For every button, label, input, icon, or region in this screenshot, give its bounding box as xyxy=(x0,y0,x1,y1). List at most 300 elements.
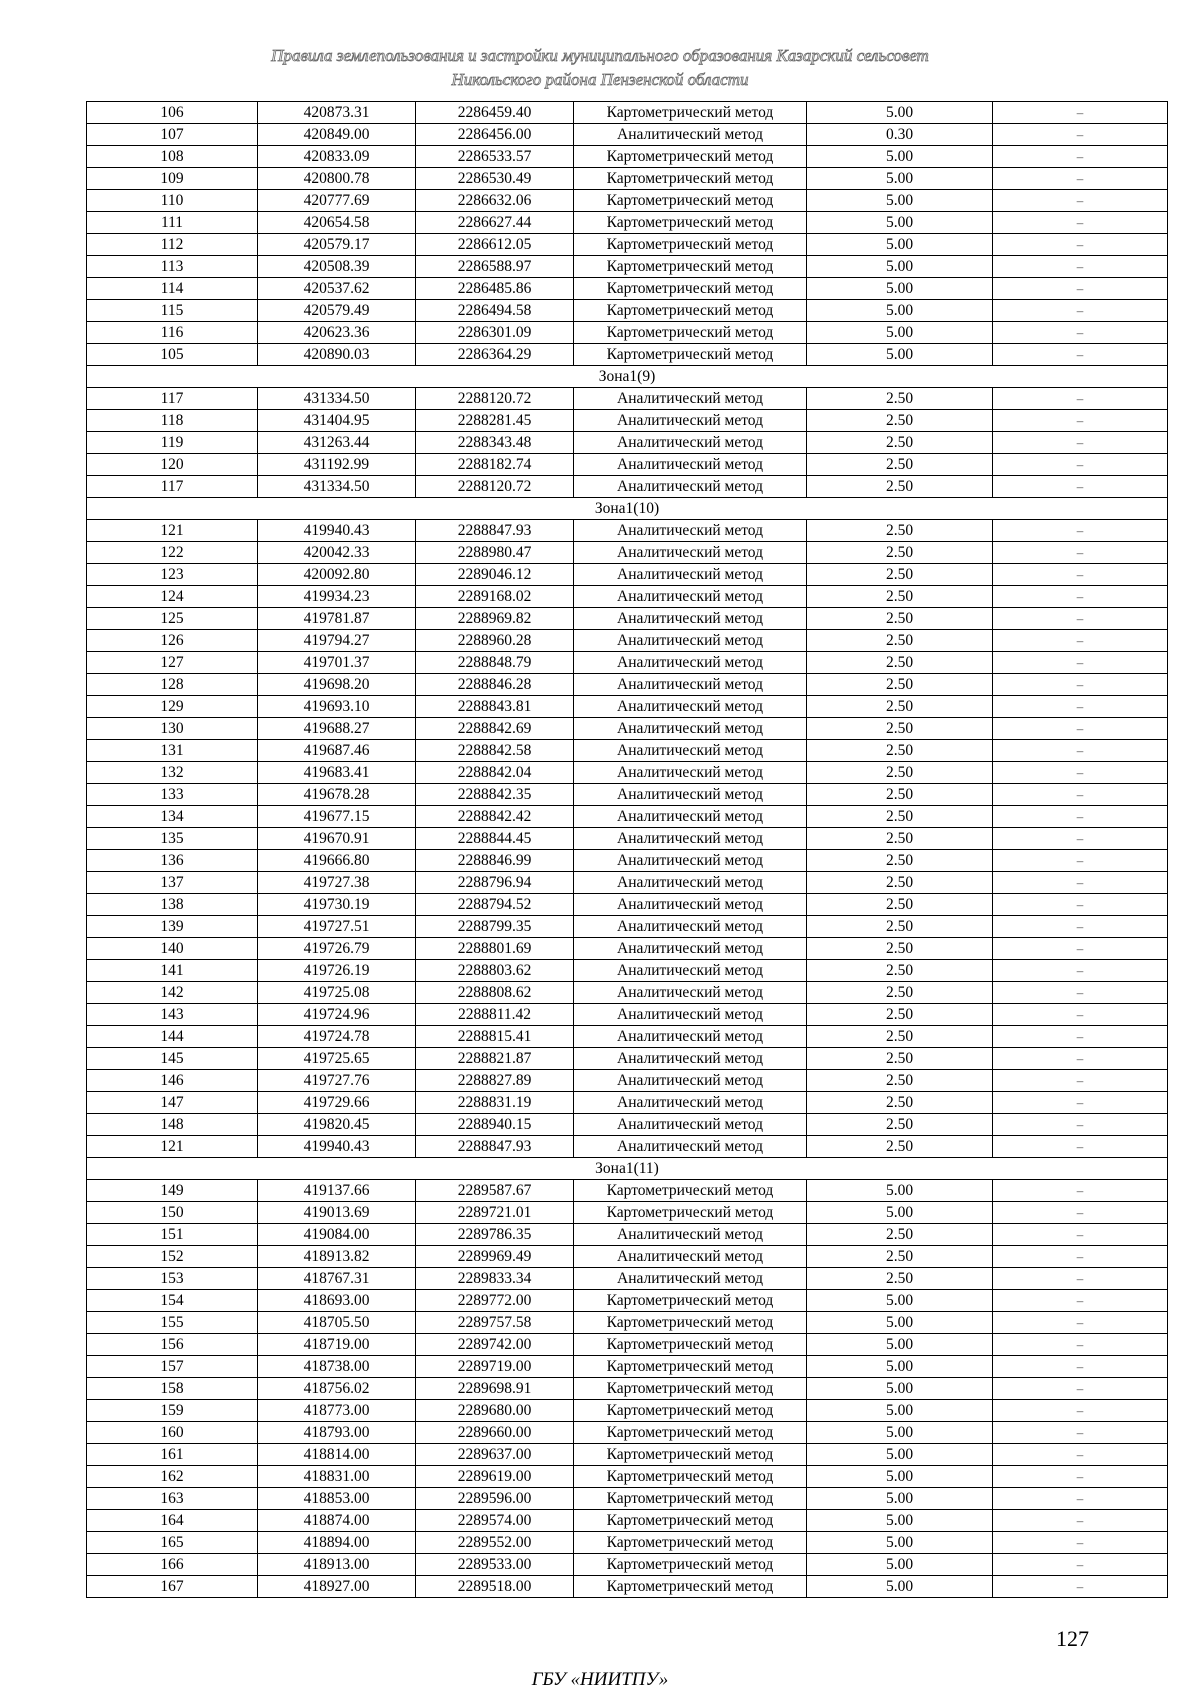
note-cell: – xyxy=(993,432,1168,454)
y-coordinate-cell: 2286627.44 xyxy=(416,212,574,234)
point-number-cell: 152 xyxy=(87,1246,258,1268)
note-cell: – xyxy=(993,542,1168,564)
method-cell: Аналитический метод xyxy=(574,784,807,806)
y-coordinate-cell: 2286485.86 xyxy=(416,278,574,300)
method-cell: Аналитический метод xyxy=(574,520,807,542)
accuracy-cell: 2.50 xyxy=(807,630,993,652)
method-cell: Аналитический метод xyxy=(574,410,807,432)
y-coordinate-cell: 2288808.62 xyxy=(416,982,574,1004)
point-number-cell: 121 xyxy=(87,520,258,542)
table-row xyxy=(87,1422,1168,1444)
note-cell: – xyxy=(993,1026,1168,1048)
method-cell: Картометрический метод xyxy=(574,1444,807,1466)
x-coordinate-cell: 418913.00 xyxy=(258,1554,416,1576)
point-number-cell: 115 xyxy=(87,300,258,322)
y-coordinate-cell: 2288815.41 xyxy=(416,1026,574,1048)
x-coordinate-cell: 431334.50 xyxy=(258,476,416,498)
accuracy-cell: 2.50 xyxy=(807,410,993,432)
y-coordinate-cell: 2288343.48 xyxy=(416,432,574,454)
x-coordinate-cell: 418793.00 xyxy=(258,1422,416,1444)
y-coordinate-cell: 2286588.97 xyxy=(416,256,574,278)
method-cell: Картометрический метод xyxy=(574,1378,807,1400)
x-coordinate-cell: 419724.96 xyxy=(258,1004,416,1026)
point-number-cell: 134 xyxy=(87,806,258,828)
zone-header-row xyxy=(87,366,1168,388)
table-row xyxy=(87,1136,1168,1158)
point-number-cell: 155 xyxy=(87,1312,258,1334)
accuracy-cell: 2.50 xyxy=(807,542,993,564)
x-coordinate-cell: 418814.00 xyxy=(258,1444,416,1466)
table-row xyxy=(87,894,1168,916)
note-cell: – xyxy=(993,476,1168,498)
table-row xyxy=(87,1202,1168,1224)
method-cell: Аналитический метод xyxy=(574,1136,807,1158)
accuracy-cell: 5.00 xyxy=(807,1400,993,1422)
zone-label: Зона1(9) xyxy=(87,366,1168,388)
method-cell: Аналитический метод xyxy=(574,542,807,564)
method-cell: Картометрический метод xyxy=(574,1334,807,1356)
x-coordinate-cell: 420623.36 xyxy=(258,322,416,344)
table-row xyxy=(87,784,1168,806)
note-cell: – xyxy=(993,916,1168,938)
point-number-cell: 136 xyxy=(87,850,258,872)
point-number-cell: 123 xyxy=(87,564,258,586)
y-coordinate-cell: 2289833.34 xyxy=(416,1268,574,1290)
x-coordinate-cell: 420849.00 xyxy=(258,124,416,146)
accuracy-cell: 5.00 xyxy=(807,1466,993,1488)
point-number-cell: 162 xyxy=(87,1466,258,1488)
y-coordinate-cell: 2288848.79 xyxy=(416,652,574,674)
note-cell: – xyxy=(993,1510,1168,1532)
method-cell: Картометрический метод xyxy=(574,1576,807,1598)
point-number-cell: 142 xyxy=(87,982,258,1004)
x-coordinate-cell: 419727.38 xyxy=(258,872,416,894)
method-cell: Аналитический метод xyxy=(574,718,807,740)
note-cell: – xyxy=(993,1290,1168,1312)
y-coordinate-cell: 2289680.00 xyxy=(416,1400,574,1422)
method-cell: Аналитический метод xyxy=(574,652,807,674)
x-coordinate-cell: 418767.31 xyxy=(258,1268,416,1290)
y-coordinate-cell: 2288803.62 xyxy=(416,960,574,982)
table-row xyxy=(87,1576,1168,1598)
y-coordinate-cell: 2289772.00 xyxy=(416,1290,574,1312)
note-cell: – xyxy=(993,1532,1168,1554)
y-coordinate-cell: 2288940.15 xyxy=(416,1114,574,1136)
note-cell: – xyxy=(993,674,1168,696)
y-coordinate-cell: 2288842.35 xyxy=(416,784,574,806)
x-coordinate-cell: 420042.33 xyxy=(258,542,416,564)
accuracy-cell: 2.50 xyxy=(807,894,993,916)
x-coordinate-cell: 418693.00 xyxy=(258,1290,416,1312)
accuracy-cell: 2.50 xyxy=(807,1268,993,1290)
x-coordinate-cell: 420777.69 xyxy=(258,190,416,212)
note-cell: – xyxy=(993,652,1168,674)
accuracy-cell: 2.50 xyxy=(807,784,993,806)
x-coordinate-cell: 420873.31 xyxy=(258,102,416,124)
note-cell: – xyxy=(993,168,1168,190)
method-cell: Аналитический метод xyxy=(574,982,807,1004)
table-row xyxy=(87,476,1168,498)
point-number-cell: 166 xyxy=(87,1554,258,1576)
x-coordinate-cell: 419725.65 xyxy=(258,1048,416,1070)
accuracy-cell: 5.00 xyxy=(807,102,993,124)
table-row xyxy=(87,806,1168,828)
point-number-cell: 132 xyxy=(87,762,258,784)
method-cell: Аналитический метод xyxy=(574,806,807,828)
note-cell: – xyxy=(993,1312,1168,1334)
x-coordinate-cell: 418853.00 xyxy=(258,1488,416,1510)
y-coordinate-cell: 2289969.49 xyxy=(416,1246,574,1268)
point-number-cell: 131 xyxy=(87,740,258,762)
note-cell: – xyxy=(993,234,1168,256)
y-coordinate-cell: 2289698.91 xyxy=(416,1378,574,1400)
accuracy-cell: 2.50 xyxy=(807,564,993,586)
note-cell: – xyxy=(993,1576,1168,1598)
x-coordinate-cell: 419688.27 xyxy=(258,718,416,740)
method-cell: Картометрический метод xyxy=(574,278,807,300)
table-row xyxy=(87,718,1168,740)
method-cell: Аналитический метод xyxy=(574,740,807,762)
accuracy-cell: 2.50 xyxy=(807,1026,993,1048)
point-number-cell: 125 xyxy=(87,608,258,630)
note-cell: – xyxy=(993,1180,1168,1202)
accuracy-cell: 2.50 xyxy=(807,1092,993,1114)
method-cell: Аналитический метод xyxy=(574,828,807,850)
point-number-cell: 117 xyxy=(87,476,258,498)
y-coordinate-cell: 2288842.04 xyxy=(416,762,574,784)
note-cell: – xyxy=(993,630,1168,652)
y-coordinate-cell: 2288799.35 xyxy=(416,916,574,938)
note-cell: – xyxy=(993,388,1168,410)
point-number-cell: 135 xyxy=(87,828,258,850)
note-cell: – xyxy=(993,1224,1168,1246)
y-coordinate-cell: 2288831.19 xyxy=(416,1092,574,1114)
y-coordinate-cell: 2288182.74 xyxy=(416,454,574,476)
note-cell: – xyxy=(993,1444,1168,1466)
method-cell: Аналитический метод xyxy=(574,586,807,608)
accuracy-cell: 2.50 xyxy=(807,982,993,1004)
accuracy-cell: 2.50 xyxy=(807,850,993,872)
table-row xyxy=(87,1400,1168,1422)
y-coordinate-cell: 2288801.69 xyxy=(416,938,574,960)
accuracy-cell: 5.00 xyxy=(807,1290,993,1312)
y-coordinate-cell: 2288960.28 xyxy=(416,630,574,652)
table-row xyxy=(87,740,1168,762)
accuracy-cell: 5.00 xyxy=(807,1554,993,1576)
accuracy-cell: 5.00 xyxy=(807,1202,993,1224)
method-cell: Картометрический метод xyxy=(574,300,807,322)
note-cell: – xyxy=(993,1048,1168,1070)
method-cell: Аналитический метод xyxy=(574,938,807,960)
table-row xyxy=(87,828,1168,850)
accuracy-cell: 5.00 xyxy=(807,1334,993,1356)
point-number-cell: 156 xyxy=(87,1334,258,1356)
note-cell: – xyxy=(993,762,1168,784)
method-cell: Аналитический метод xyxy=(574,696,807,718)
header-line-1: Правила землепользования и застройки муниципального образования Казарский сельсовет xyxy=(271,46,929,65)
method-cell: Аналитический метод xyxy=(574,432,807,454)
y-coordinate-cell: 2288821.87 xyxy=(416,1048,574,1070)
page-footer: ГБУ «НИИТПУ» xyxy=(531,1669,669,1690)
y-coordinate-cell: 2288796.94 xyxy=(416,872,574,894)
point-number-cell: 158 xyxy=(87,1378,258,1400)
table-row xyxy=(87,1290,1168,1312)
table-row xyxy=(87,278,1168,300)
method-cell: Картометрический метод xyxy=(574,1202,807,1224)
accuracy-cell: 5.00 xyxy=(807,1312,993,1334)
x-coordinate-cell: 419820.45 xyxy=(258,1114,416,1136)
x-coordinate-cell: 420092.80 xyxy=(258,564,416,586)
note-cell: – xyxy=(993,146,1168,168)
accuracy-cell: 5.00 xyxy=(807,300,993,322)
note-cell: – xyxy=(993,1202,1168,1224)
table-row xyxy=(87,1510,1168,1532)
accuracy-cell: 2.50 xyxy=(807,674,993,696)
x-coordinate-cell: 418913.82 xyxy=(258,1246,416,1268)
point-number-cell: 111 xyxy=(87,212,258,234)
x-coordinate-cell: 418705.50 xyxy=(258,1312,416,1334)
point-number-cell: 110 xyxy=(87,190,258,212)
table-row xyxy=(87,124,1168,146)
point-number-cell: 157 xyxy=(87,1356,258,1378)
point-number-cell: 129 xyxy=(87,696,258,718)
note-cell: – xyxy=(993,1070,1168,1092)
zone-header-row xyxy=(87,498,1168,520)
table-row xyxy=(87,1224,1168,1246)
note-cell: – xyxy=(993,344,1168,366)
table-row xyxy=(87,520,1168,542)
y-coordinate-cell: 2286456.00 xyxy=(416,124,574,146)
y-coordinate-cell: 2288120.72 xyxy=(416,476,574,498)
x-coordinate-cell: 431404.95 xyxy=(258,410,416,432)
x-coordinate-cell: 420800.78 xyxy=(258,168,416,190)
method-cell: Картометрический метод xyxy=(574,212,807,234)
point-number-cell: 117 xyxy=(87,388,258,410)
x-coordinate-cell: 418738.00 xyxy=(258,1356,416,1378)
point-number-cell: 151 xyxy=(87,1224,258,1246)
x-coordinate-cell: 418773.00 xyxy=(258,1400,416,1422)
point-number-cell: 122 xyxy=(87,542,258,564)
y-coordinate-cell: 2289757.58 xyxy=(416,1312,574,1334)
accuracy-cell: 2.50 xyxy=(807,520,993,542)
accuracy-cell: 5.00 xyxy=(807,212,993,234)
method-cell: Аналитический метод xyxy=(574,630,807,652)
accuracy-cell: 2.50 xyxy=(807,1246,993,1268)
table-row xyxy=(87,212,1168,234)
accuracy-cell: 0.30 xyxy=(807,124,993,146)
method-cell: Аналитический метод xyxy=(574,916,807,938)
accuracy-cell: 2.50 xyxy=(807,432,993,454)
x-coordinate-cell: 419781.87 xyxy=(258,608,416,630)
note-cell: – xyxy=(993,102,1168,124)
accuracy-cell: 2.50 xyxy=(807,454,993,476)
note-cell: – xyxy=(993,784,1168,806)
method-cell: Картометрический метод xyxy=(574,256,807,278)
note-cell: – xyxy=(993,1136,1168,1158)
table-row xyxy=(87,608,1168,630)
method-cell: Картометрический метод xyxy=(574,1422,807,1444)
method-cell: Картометрический метод xyxy=(574,190,807,212)
point-number-cell: 148 xyxy=(87,1114,258,1136)
note-cell: – xyxy=(993,564,1168,586)
y-coordinate-cell: 2288842.69 xyxy=(416,718,574,740)
table-row xyxy=(87,1334,1168,1356)
point-number-cell: 109 xyxy=(87,168,258,190)
note-cell: – xyxy=(993,1092,1168,1114)
x-coordinate-cell: 431192.99 xyxy=(258,454,416,476)
method-cell: Картометрический метод xyxy=(574,344,807,366)
method-cell: Аналитический метод xyxy=(574,894,807,916)
point-number-cell: 140 xyxy=(87,938,258,960)
point-number-cell: 144 xyxy=(87,1026,258,1048)
point-number-cell: 116 xyxy=(87,322,258,344)
accuracy-cell: 2.50 xyxy=(807,762,993,784)
x-coordinate-cell: 419683.41 xyxy=(258,762,416,784)
method-cell: Аналитический метод xyxy=(574,124,807,146)
point-number-cell: 163 xyxy=(87,1488,258,1510)
accuracy-cell: 5.00 xyxy=(807,1356,993,1378)
method-cell: Аналитический метод xyxy=(574,850,807,872)
method-cell: Картометрический метод xyxy=(574,1290,807,1312)
accuracy-cell: 5.00 xyxy=(807,322,993,344)
table-row xyxy=(87,1114,1168,1136)
accuracy-cell: 5.00 xyxy=(807,1180,993,1202)
y-coordinate-cell: 2288846.28 xyxy=(416,674,574,696)
point-number-cell: 137 xyxy=(87,872,258,894)
note-cell: – xyxy=(993,1246,1168,1268)
method-cell: Аналитический метод xyxy=(574,608,807,630)
x-coordinate-cell: 419137.66 xyxy=(258,1180,416,1202)
note-cell: – xyxy=(993,938,1168,960)
point-number-cell: 107 xyxy=(87,124,258,146)
y-coordinate-cell: 2288844.45 xyxy=(416,828,574,850)
table-row xyxy=(87,1532,1168,1554)
table-row xyxy=(87,410,1168,432)
point-number-cell: 120 xyxy=(87,454,258,476)
note-cell: – xyxy=(993,740,1168,762)
method-cell: Аналитический метод xyxy=(574,388,807,410)
method-cell: Картометрический метод xyxy=(574,168,807,190)
point-number-cell: 124 xyxy=(87,586,258,608)
table-row xyxy=(87,1444,1168,1466)
point-number-cell: 106 xyxy=(87,102,258,124)
note-cell: – xyxy=(993,124,1168,146)
method-cell: Картометрический метод xyxy=(574,1532,807,1554)
table-row xyxy=(87,300,1168,322)
note-cell: – xyxy=(993,212,1168,234)
table-row xyxy=(87,564,1168,586)
note-cell: – xyxy=(993,1114,1168,1136)
method-cell: Аналитический метод xyxy=(574,960,807,982)
table-row xyxy=(87,542,1168,564)
x-coordinate-cell: 420508.39 xyxy=(258,256,416,278)
y-coordinate-cell: 2286459.40 xyxy=(416,102,574,124)
x-coordinate-cell: 419727.51 xyxy=(258,916,416,938)
x-coordinate-cell: 418831.00 xyxy=(258,1466,416,1488)
point-number-cell: 147 xyxy=(87,1092,258,1114)
x-coordinate-cell: 418874.00 xyxy=(258,1510,416,1532)
x-coordinate-cell: 419013.69 xyxy=(258,1202,416,1224)
x-coordinate-cell: 420537.62 xyxy=(258,278,416,300)
table-row xyxy=(87,432,1168,454)
table-row xyxy=(87,960,1168,982)
x-coordinate-cell: 418927.00 xyxy=(258,1576,416,1598)
zone-label: Зона1(10) xyxy=(87,498,1168,520)
x-coordinate-cell: 420579.17 xyxy=(258,234,416,256)
note-cell: – xyxy=(993,828,1168,850)
point-number-cell: 165 xyxy=(87,1532,258,1554)
point-number-cell: 119 xyxy=(87,432,258,454)
x-coordinate-cell: 420833.09 xyxy=(258,146,416,168)
x-coordinate-cell: 419698.20 xyxy=(258,674,416,696)
y-coordinate-cell: 2289168.02 xyxy=(416,586,574,608)
table-row xyxy=(87,190,1168,212)
accuracy-cell: 2.50 xyxy=(807,388,993,410)
note-cell: – xyxy=(993,300,1168,322)
accuracy-cell: 2.50 xyxy=(807,1114,993,1136)
y-coordinate-cell: 2288281.45 xyxy=(416,410,574,432)
y-coordinate-cell: 2289574.00 xyxy=(416,1510,574,1532)
table-row xyxy=(87,146,1168,168)
y-coordinate-cell: 2289552.00 xyxy=(416,1532,574,1554)
note-cell: – xyxy=(993,1334,1168,1356)
x-coordinate-cell: 419693.10 xyxy=(258,696,416,718)
note-cell: – xyxy=(993,410,1168,432)
method-cell: Аналитический метод xyxy=(574,1268,807,1290)
method-cell: Аналитический метод xyxy=(574,674,807,696)
point-number-cell: 128 xyxy=(87,674,258,696)
accuracy-cell: 2.50 xyxy=(807,696,993,718)
note-cell: – xyxy=(993,586,1168,608)
y-coordinate-cell: 2289719.00 xyxy=(416,1356,574,1378)
y-coordinate-cell: 2288827.89 xyxy=(416,1070,574,1092)
zone-header-row xyxy=(87,1158,1168,1180)
point-number-cell: 105 xyxy=(87,344,258,366)
table-row xyxy=(87,674,1168,696)
table-row xyxy=(87,1070,1168,1092)
note-cell: – xyxy=(993,1466,1168,1488)
table-row xyxy=(87,1466,1168,1488)
x-coordinate-cell: 418894.00 xyxy=(258,1532,416,1554)
method-cell: Аналитический метод xyxy=(574,564,807,586)
x-coordinate-cell: 419725.08 xyxy=(258,982,416,1004)
accuracy-cell: 2.50 xyxy=(807,740,993,762)
method-cell: Аналитический метод xyxy=(574,762,807,784)
page-header xyxy=(0,44,1200,92)
point-number-cell: 145 xyxy=(87,1048,258,1070)
table-row xyxy=(87,344,1168,366)
y-coordinate-cell: 2288794.52 xyxy=(416,894,574,916)
point-number-cell: 146 xyxy=(87,1070,258,1092)
method-cell: Аналитический метод xyxy=(574,1048,807,1070)
x-coordinate-cell: 419794.27 xyxy=(258,630,416,652)
y-coordinate-cell: 2288842.42 xyxy=(416,806,574,828)
note-cell: – xyxy=(993,520,1168,542)
table-row xyxy=(87,1488,1168,1510)
note-cell: – xyxy=(993,1422,1168,1444)
table-row xyxy=(87,388,1168,410)
point-number-cell: 113 xyxy=(87,256,258,278)
note-cell: – xyxy=(993,894,1168,916)
table-row xyxy=(87,102,1168,124)
point-number-cell: 108 xyxy=(87,146,258,168)
accuracy-cell: 2.50 xyxy=(807,1224,993,1246)
method-cell: Аналитический метод xyxy=(574,1070,807,1092)
accuracy-cell: 2.50 xyxy=(807,1070,993,1092)
x-coordinate-cell: 419726.79 xyxy=(258,938,416,960)
y-coordinate-cell: 2289533.00 xyxy=(416,1554,574,1576)
y-coordinate-cell: 2289619.00 xyxy=(416,1466,574,1488)
